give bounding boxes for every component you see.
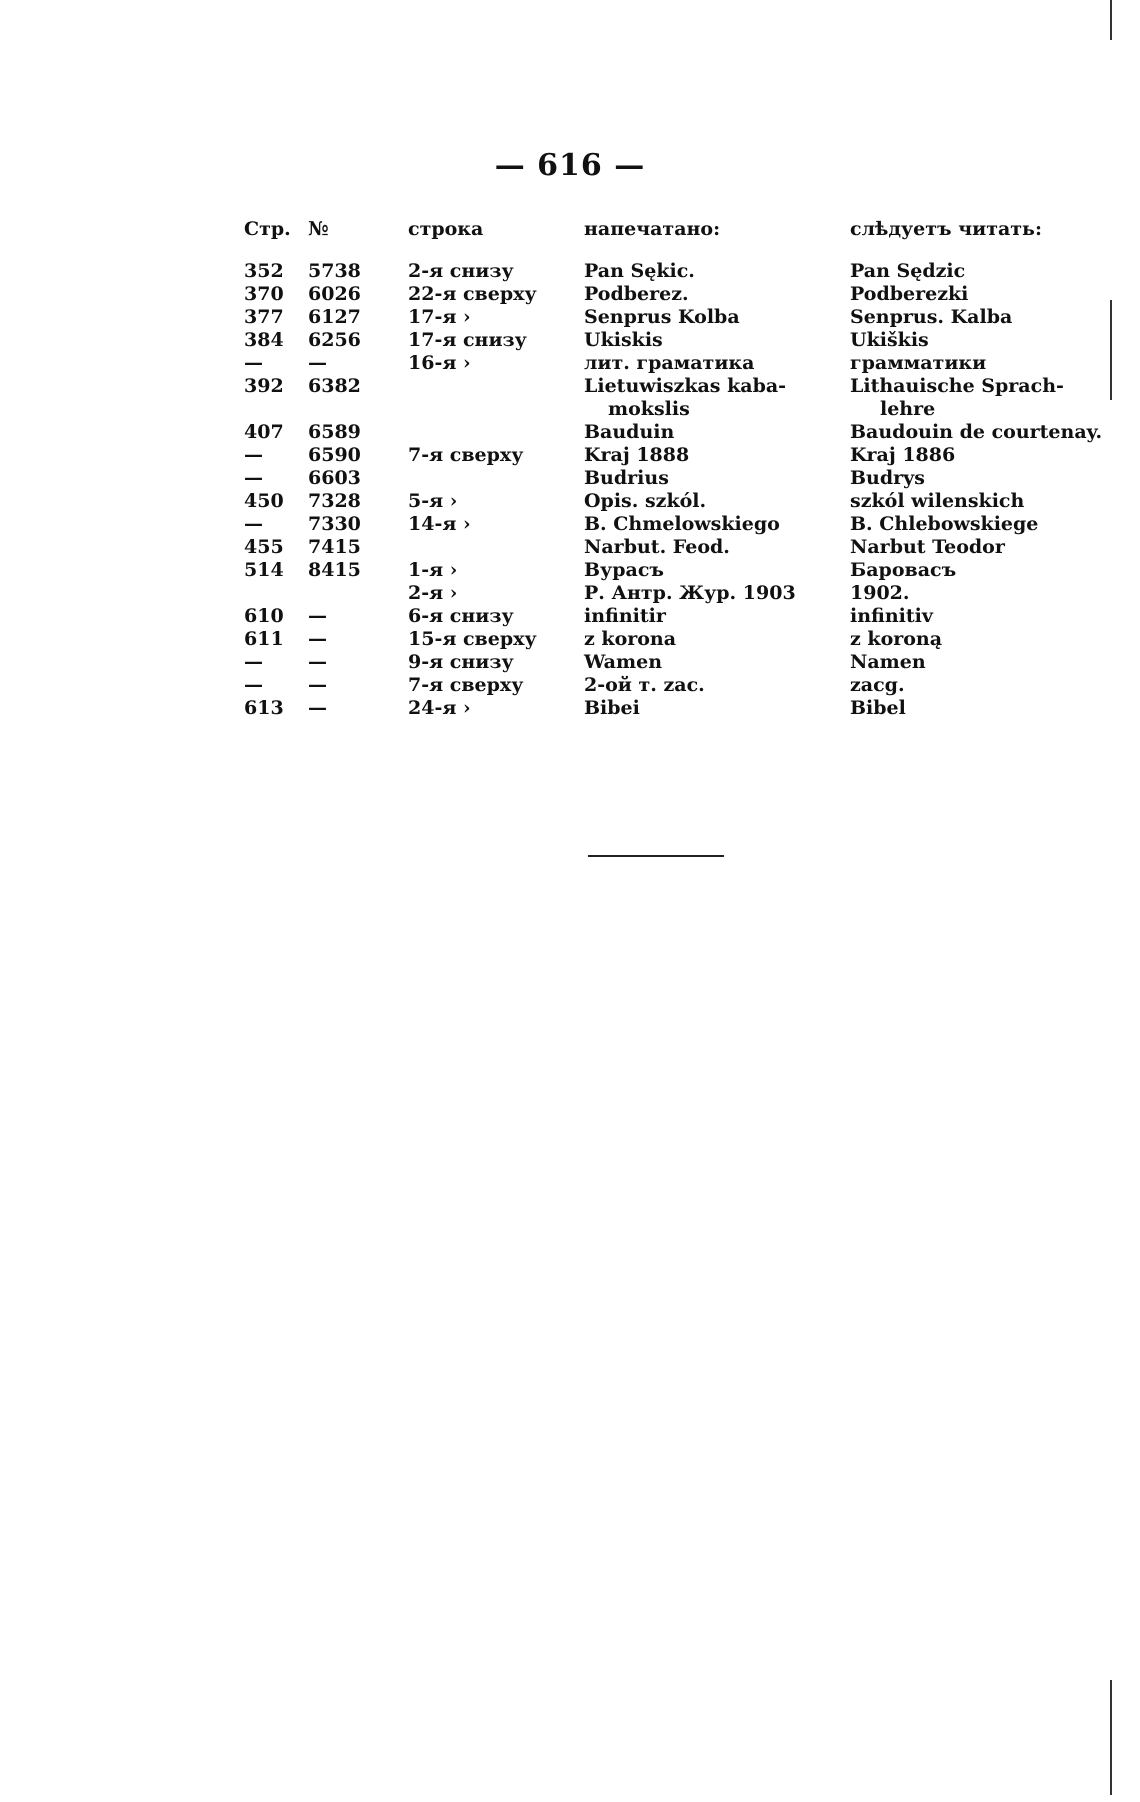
header-number: № <box>308 218 329 240</box>
cell-number: 7328 <box>308 490 361 512</box>
table-row <box>244 628 1110 651</box>
cell-page: 610 <box>244 605 284 627</box>
cell-printed: Senprus Kolba <box>584 306 740 328</box>
page-edge-line-top <box>1110 0 1112 40</box>
header-line: строка <box>408 218 484 240</box>
cell-page: 450 <box>244 490 284 512</box>
cell-should-read: Narbut Teodor <box>850 536 1005 558</box>
cell-should-read: Lithauische Sprach- <box>850 375 1064 397</box>
cell-line: 5-я › <box>408 490 458 512</box>
cell-line: 2-я снизу <box>408 260 514 282</box>
cell-should-read: Ukiškis <box>850 329 929 351</box>
cell-should-read: infinitiv <box>850 605 933 627</box>
cell-should-read: Senprus. Kalba <box>850 306 1013 328</box>
cell-line: 1-я › <box>408 559 458 581</box>
cell-page: 370 <box>244 283 284 305</box>
header-printed: напечатано: <box>584 218 721 240</box>
cell-number: 6127 <box>308 306 361 328</box>
cell-line: 16-я › <box>408 352 471 374</box>
cell-page: 392 <box>244 375 284 397</box>
cell-page <box>244 582 308 605</box>
cell-should-read: z koroną <box>850 628 943 650</box>
cell-should-read: Podberezki <box>850 283 969 305</box>
table-row <box>244 421 1110 444</box>
cell-line <box>388 375 584 398</box>
cell-printed: mokslis <box>608 398 690 420</box>
cell-number: 7330 <box>308 513 361 535</box>
cell-number: — <box>308 674 327 696</box>
cell-page: — <box>244 513 263 535</box>
cell-line: 2-я › <box>408 582 458 604</box>
cell-should-read: грамматики <box>850 352 987 374</box>
header-page: Стр. <box>244 218 291 240</box>
cell-line: 6-я снизу <box>408 605 514 627</box>
table-row <box>244 674 1110 697</box>
table-row <box>244 375 1110 398</box>
page-edge-line-bottom <box>1110 1680 1112 1795</box>
errata-table <box>244 218 1110 720</box>
cell-number: — <box>308 352 327 374</box>
table-row <box>244 398 1110 421</box>
cell-line: 24-я › <box>408 697 471 719</box>
cell-page <box>244 398 308 421</box>
cell-page: 384 <box>244 329 284 351</box>
cell-page: 613 <box>244 697 284 719</box>
closing-rule <box>588 855 724 857</box>
cell-number: — <box>308 628 327 650</box>
cell-page: 407 <box>244 421 284 443</box>
cell-should-read: Баровасъ <box>850 559 957 581</box>
cell-printed: Pan Sękic. <box>584 260 695 282</box>
cell-should-read: szkól wilenskich <box>850 490 1025 512</box>
cell-number: 6603 <box>308 467 361 489</box>
cell-page: — <box>244 352 263 374</box>
cell-printed: infinitir <box>584 605 666 627</box>
cell-printed: z korona <box>584 628 677 650</box>
cell-printed: Р. Антр. Жур. 1903 <box>584 582 796 604</box>
cell-page: — <box>244 674 263 696</box>
cell-printed: Wamen <box>584 651 663 673</box>
cell-page: — <box>244 651 263 673</box>
cell-printed: Narbut. Feod. <box>584 536 730 558</box>
table-row <box>244 467 1110 490</box>
cell-number: 6256 <box>308 329 361 351</box>
cell-should-read: Baudouin de courtenay. <box>850 421 1103 443</box>
cell-printed: Bibei <box>584 697 640 719</box>
cell-printed: Opis. szkól. <box>584 490 707 512</box>
table-row <box>244 260 1110 283</box>
cell-printed: Lietuwiszkas kaba- <box>584 375 787 397</box>
errata-body <box>244 260 1110 720</box>
cell-line: 17-я снизу <box>408 329 527 351</box>
cell-should-read: Budrys <box>850 467 925 489</box>
cell-should-read: zacg. <box>850 674 905 696</box>
table-row <box>244 536 1110 559</box>
cell-number: 7415 <box>308 536 361 558</box>
cell-number: 8415 <box>308 559 361 581</box>
cell-number: 5738 <box>308 260 361 282</box>
cell-number: 6590 <box>308 444 361 466</box>
cell-should-read: Namen <box>850 651 926 673</box>
cell-printed: 2-ой т. zac. <box>584 674 705 696</box>
cell-line <box>388 398 584 421</box>
cell-line <box>388 536 584 559</box>
cell-line <box>388 421 584 444</box>
cell-line: 22-я сверху <box>408 283 537 305</box>
table-row <box>244 329 1110 352</box>
cell-number: 6026 <box>308 283 361 305</box>
table-row <box>244 513 1110 536</box>
cell-line <box>388 467 584 490</box>
cell-page: — <box>244 467 263 489</box>
cell-printed: Budrius <box>584 467 669 489</box>
cell-printed: лит. граматика <box>584 352 755 374</box>
table-row <box>244 352 1110 375</box>
page-edge-line-mid <box>1110 300 1112 400</box>
table-row <box>244 559 1110 582</box>
cell-printed: Bauduin <box>584 421 675 443</box>
cell-line: 15-я сверху <box>408 628 537 650</box>
cell-page: 352 <box>244 260 284 282</box>
cell-should-read: Kraj 1886 <box>850 444 956 466</box>
cell-printed: Podberez. <box>584 283 689 305</box>
cell-page: 377 <box>244 306 284 328</box>
table-row <box>244 605 1110 628</box>
cell-number <box>308 582 388 605</box>
cell-line: 7-я сверху <box>408 444 524 466</box>
table-row <box>244 283 1110 306</box>
cell-number: — <box>308 651 327 673</box>
cell-printed: Ukiskis <box>584 329 663 351</box>
cell-printed: Kraj 1888 <box>584 444 690 466</box>
table-row <box>244 490 1110 513</box>
cell-should-read: B. Chlebowskiege <box>850 513 1039 535</box>
cell-line: 14-я › <box>408 513 471 535</box>
cell-should-read: Bibel <box>850 697 906 719</box>
cell-page: — <box>244 444 263 466</box>
cell-line: 7-я сверху <box>408 674 524 696</box>
page-number: — 616 — <box>494 148 646 183</box>
table-row <box>244 444 1110 467</box>
header-should-read: слѣдуетъ читать: <box>850 218 1042 240</box>
errata-header-row <box>244 218 1110 260</box>
cell-page: 455 <box>244 536 284 558</box>
cell-number: 6589 <box>308 421 361 443</box>
cell-printed: Вурасъ <box>584 559 664 581</box>
cell-line: 17-я › <box>408 306 471 328</box>
cell-page: 611 <box>244 628 284 650</box>
table-row <box>244 306 1110 329</box>
cell-should-read: Pan Sędzic <box>850 260 966 282</box>
cell-should-read: 1902. <box>850 582 910 604</box>
cell-should-read: lehre <box>880 398 936 420</box>
table-row <box>244 651 1110 674</box>
cell-number: — <box>308 697 327 719</box>
table-row <box>244 582 1110 605</box>
cell-number: 6382 <box>308 375 361 397</box>
cell-line: 9-я снизу <box>408 651 514 673</box>
table-row <box>244 697 1110 720</box>
cell-printed: B. Chmelowskiego <box>584 513 780 535</box>
cell-page: 514 <box>244 559 284 581</box>
cell-number <box>308 398 388 421</box>
cell-number: — <box>308 605 327 627</box>
